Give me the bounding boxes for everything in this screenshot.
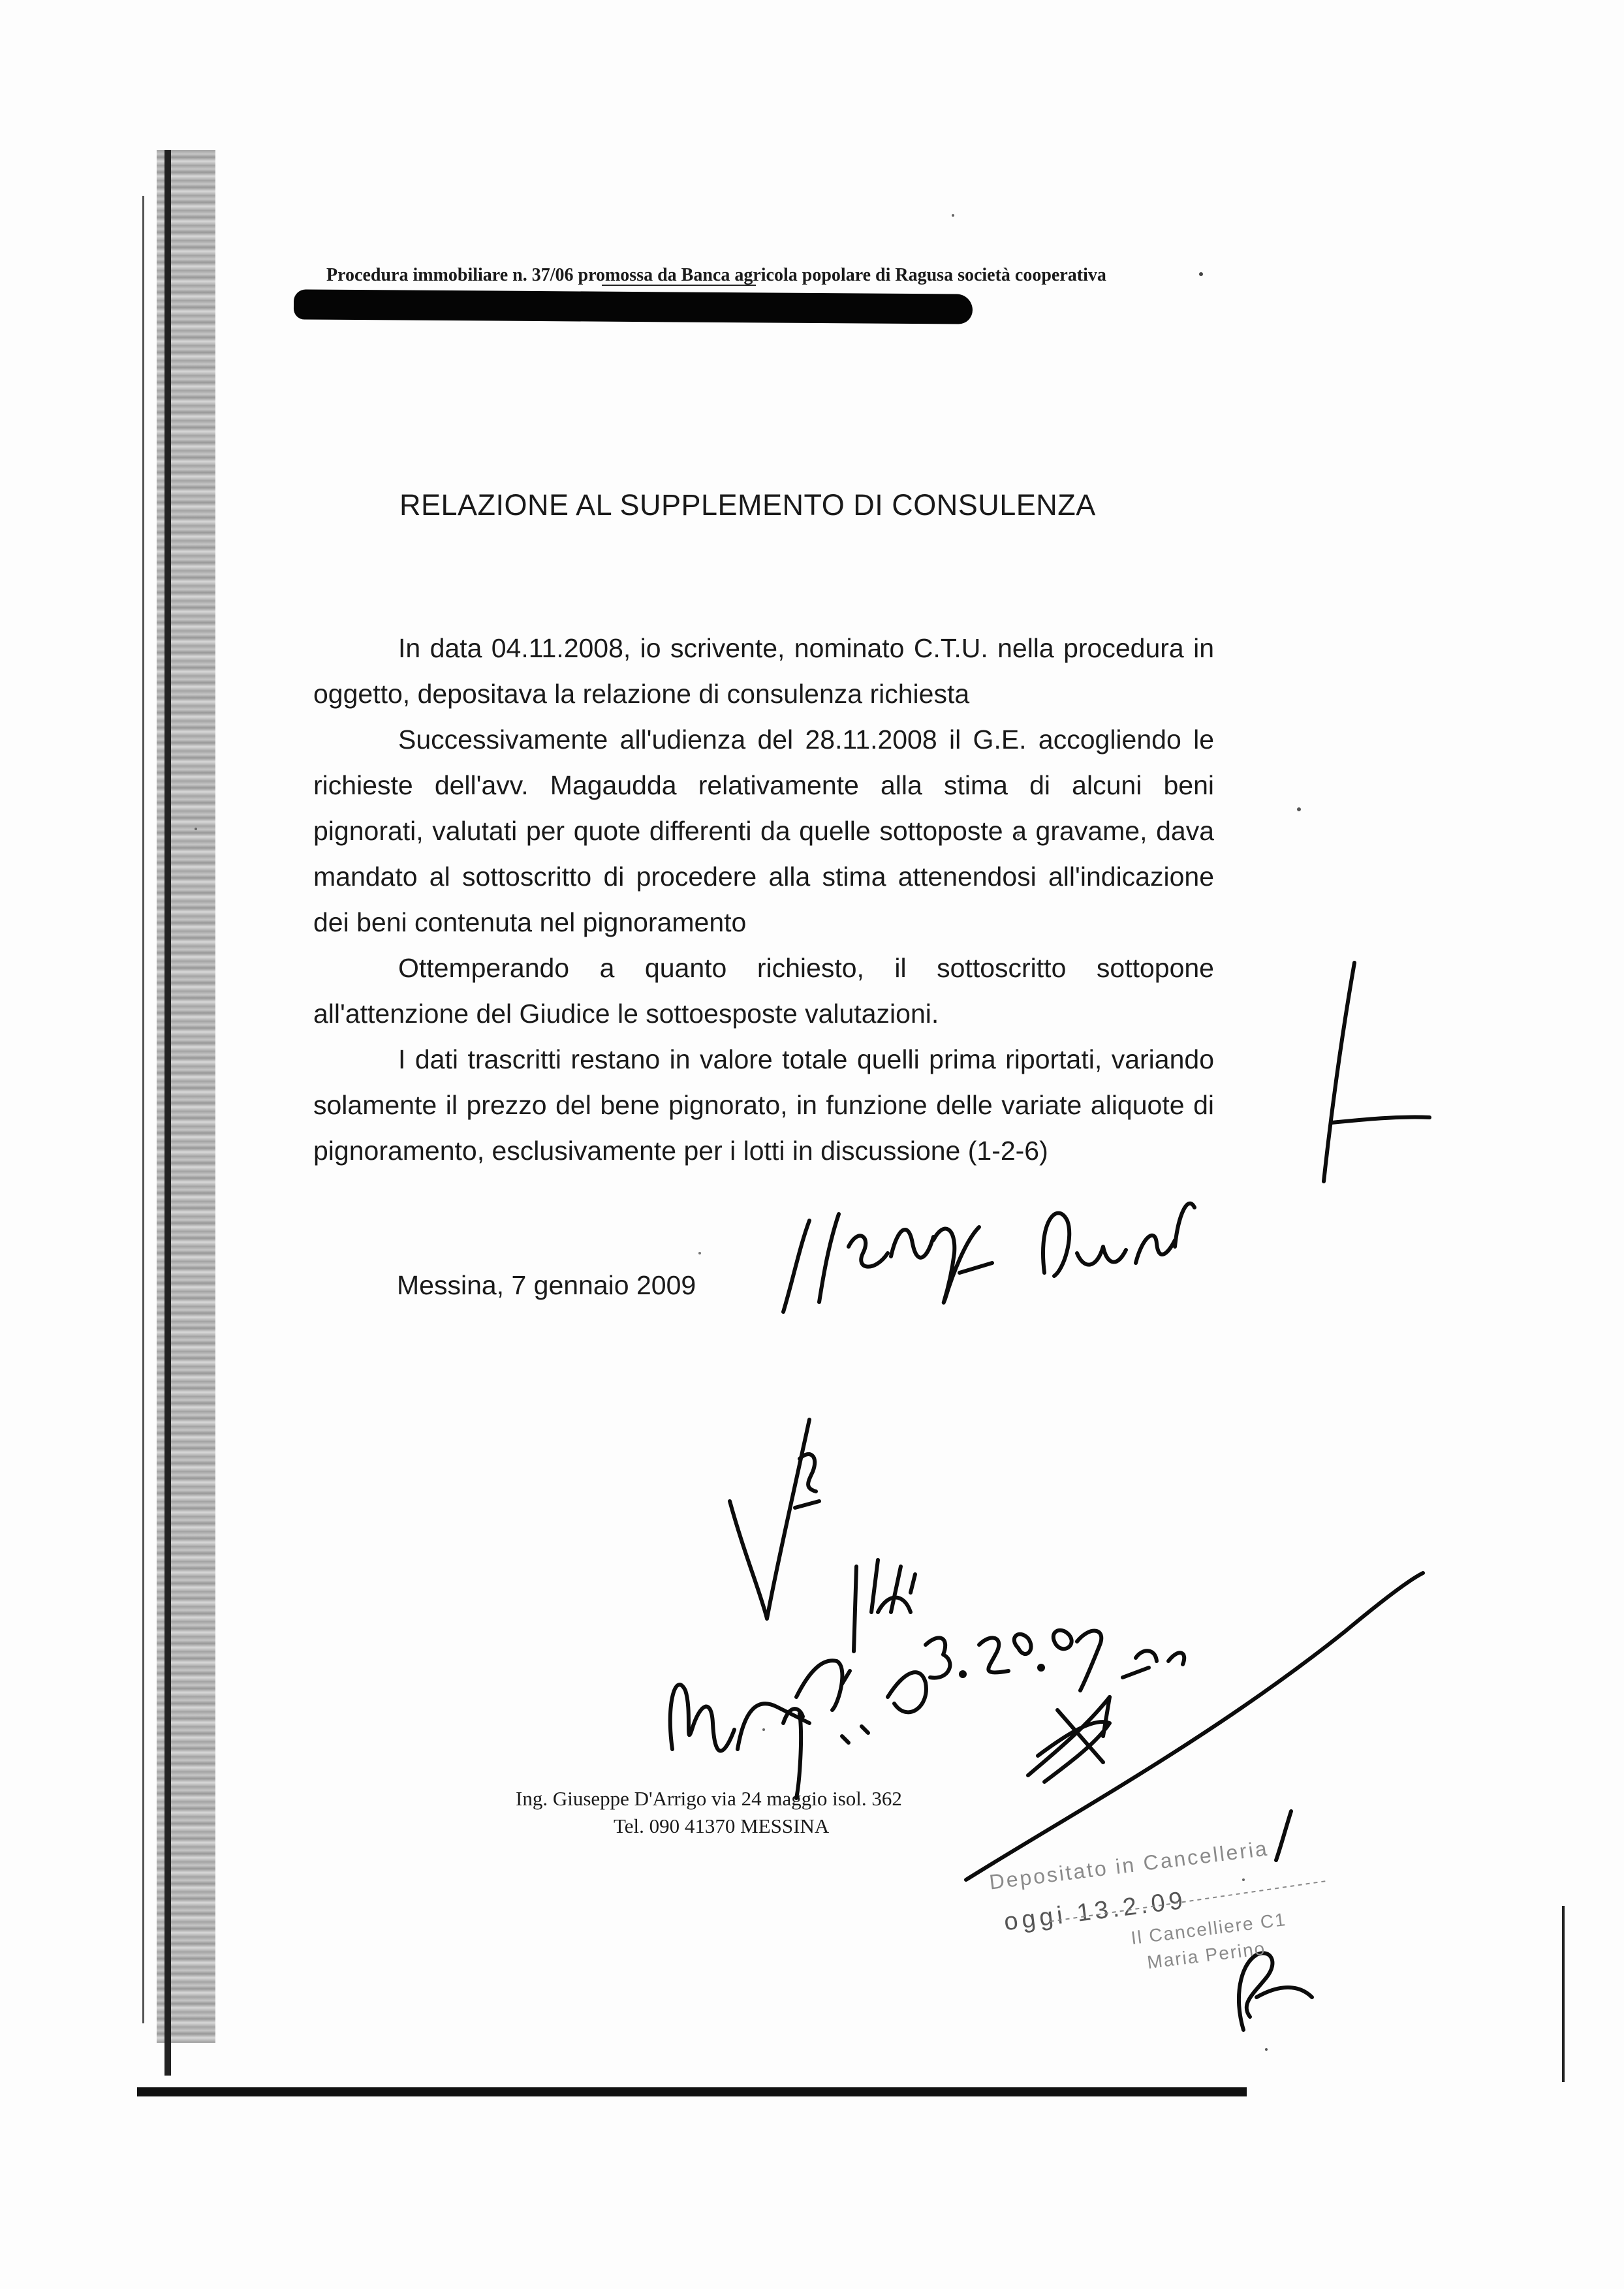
- stamp-line2: oggi 13.2.09: [1002, 1886, 1189, 1937]
- stamp-line1: Depositato in Cancelleria: [988, 1836, 1270, 1894]
- document-title: RELAZIONE AL SUPPLEMENTO DI CONSULENZA: [399, 488, 1096, 522]
- body-paragraph-1: In data 04.11.2008, io scrivente, nominato C.T.U. nella procedura in oggetto, depositava la relazione di consulenza richiesta: [313, 633, 1214, 709]
- date-line: Messina, 7 gennaio 2009: [397, 1270, 696, 1300]
- stamp-line4: Maria Perino: [1146, 1938, 1267, 1973]
- stamp-line3: Il Cancelliere C1: [1129, 1908, 1288, 1948]
- filing-stamp: [988, 1830, 1337, 1990]
- body-paragraph-3: Ottemperando a quanto richiesto, il sottoscritto sottopone all'attenzione del Giudice le sottoesposte valutazioni.: [313, 953, 1214, 1029]
- judge-visa: [670, 1420, 926, 1798]
- diagonal-stroke: [966, 1573, 1423, 1880]
- footer-address: Ing. Giuseppe D'Arrigo via 24 maggio isol. 362: [516, 1787, 902, 1810]
- procedure-header-line1: Procedura immobiliare n. 37/06 promossa da Banca agricola popolare di Ragusa società cooperativa: [326, 265, 1106, 285]
- body-paragraph-2: Successivamente all'udienza del 28.11.2008 il G.E. accogliendo le richieste dell'avv. Magaudda relativamente alla stima di alcuni beni pignorati, valutati per quote differenti da quelle sottoposte a gravame, dava mandato al sottoscritto di procedere alla stima attenendosi all'indicazione dei beni contenuta nel pignoramento: [313, 724, 1214, 937]
- footer-phone: Tel. 090 41370 MESSINA: [614, 1814, 830, 1837]
- body-paragraph-4: I dati trascritti restano in valore totale quelli prima riportati, variando solamente il prezzo del bene pignorato, in funzione delle variate aliquote di pignoramento, esclusivamente per i lotti in discussione (1-2-6): [313, 1044, 1214, 1166]
- author-signature: [783, 1204, 1195, 1312]
- margin-mark: [1324, 963, 1429, 1181]
- annotation-date: [926, 1630, 1101, 1690]
